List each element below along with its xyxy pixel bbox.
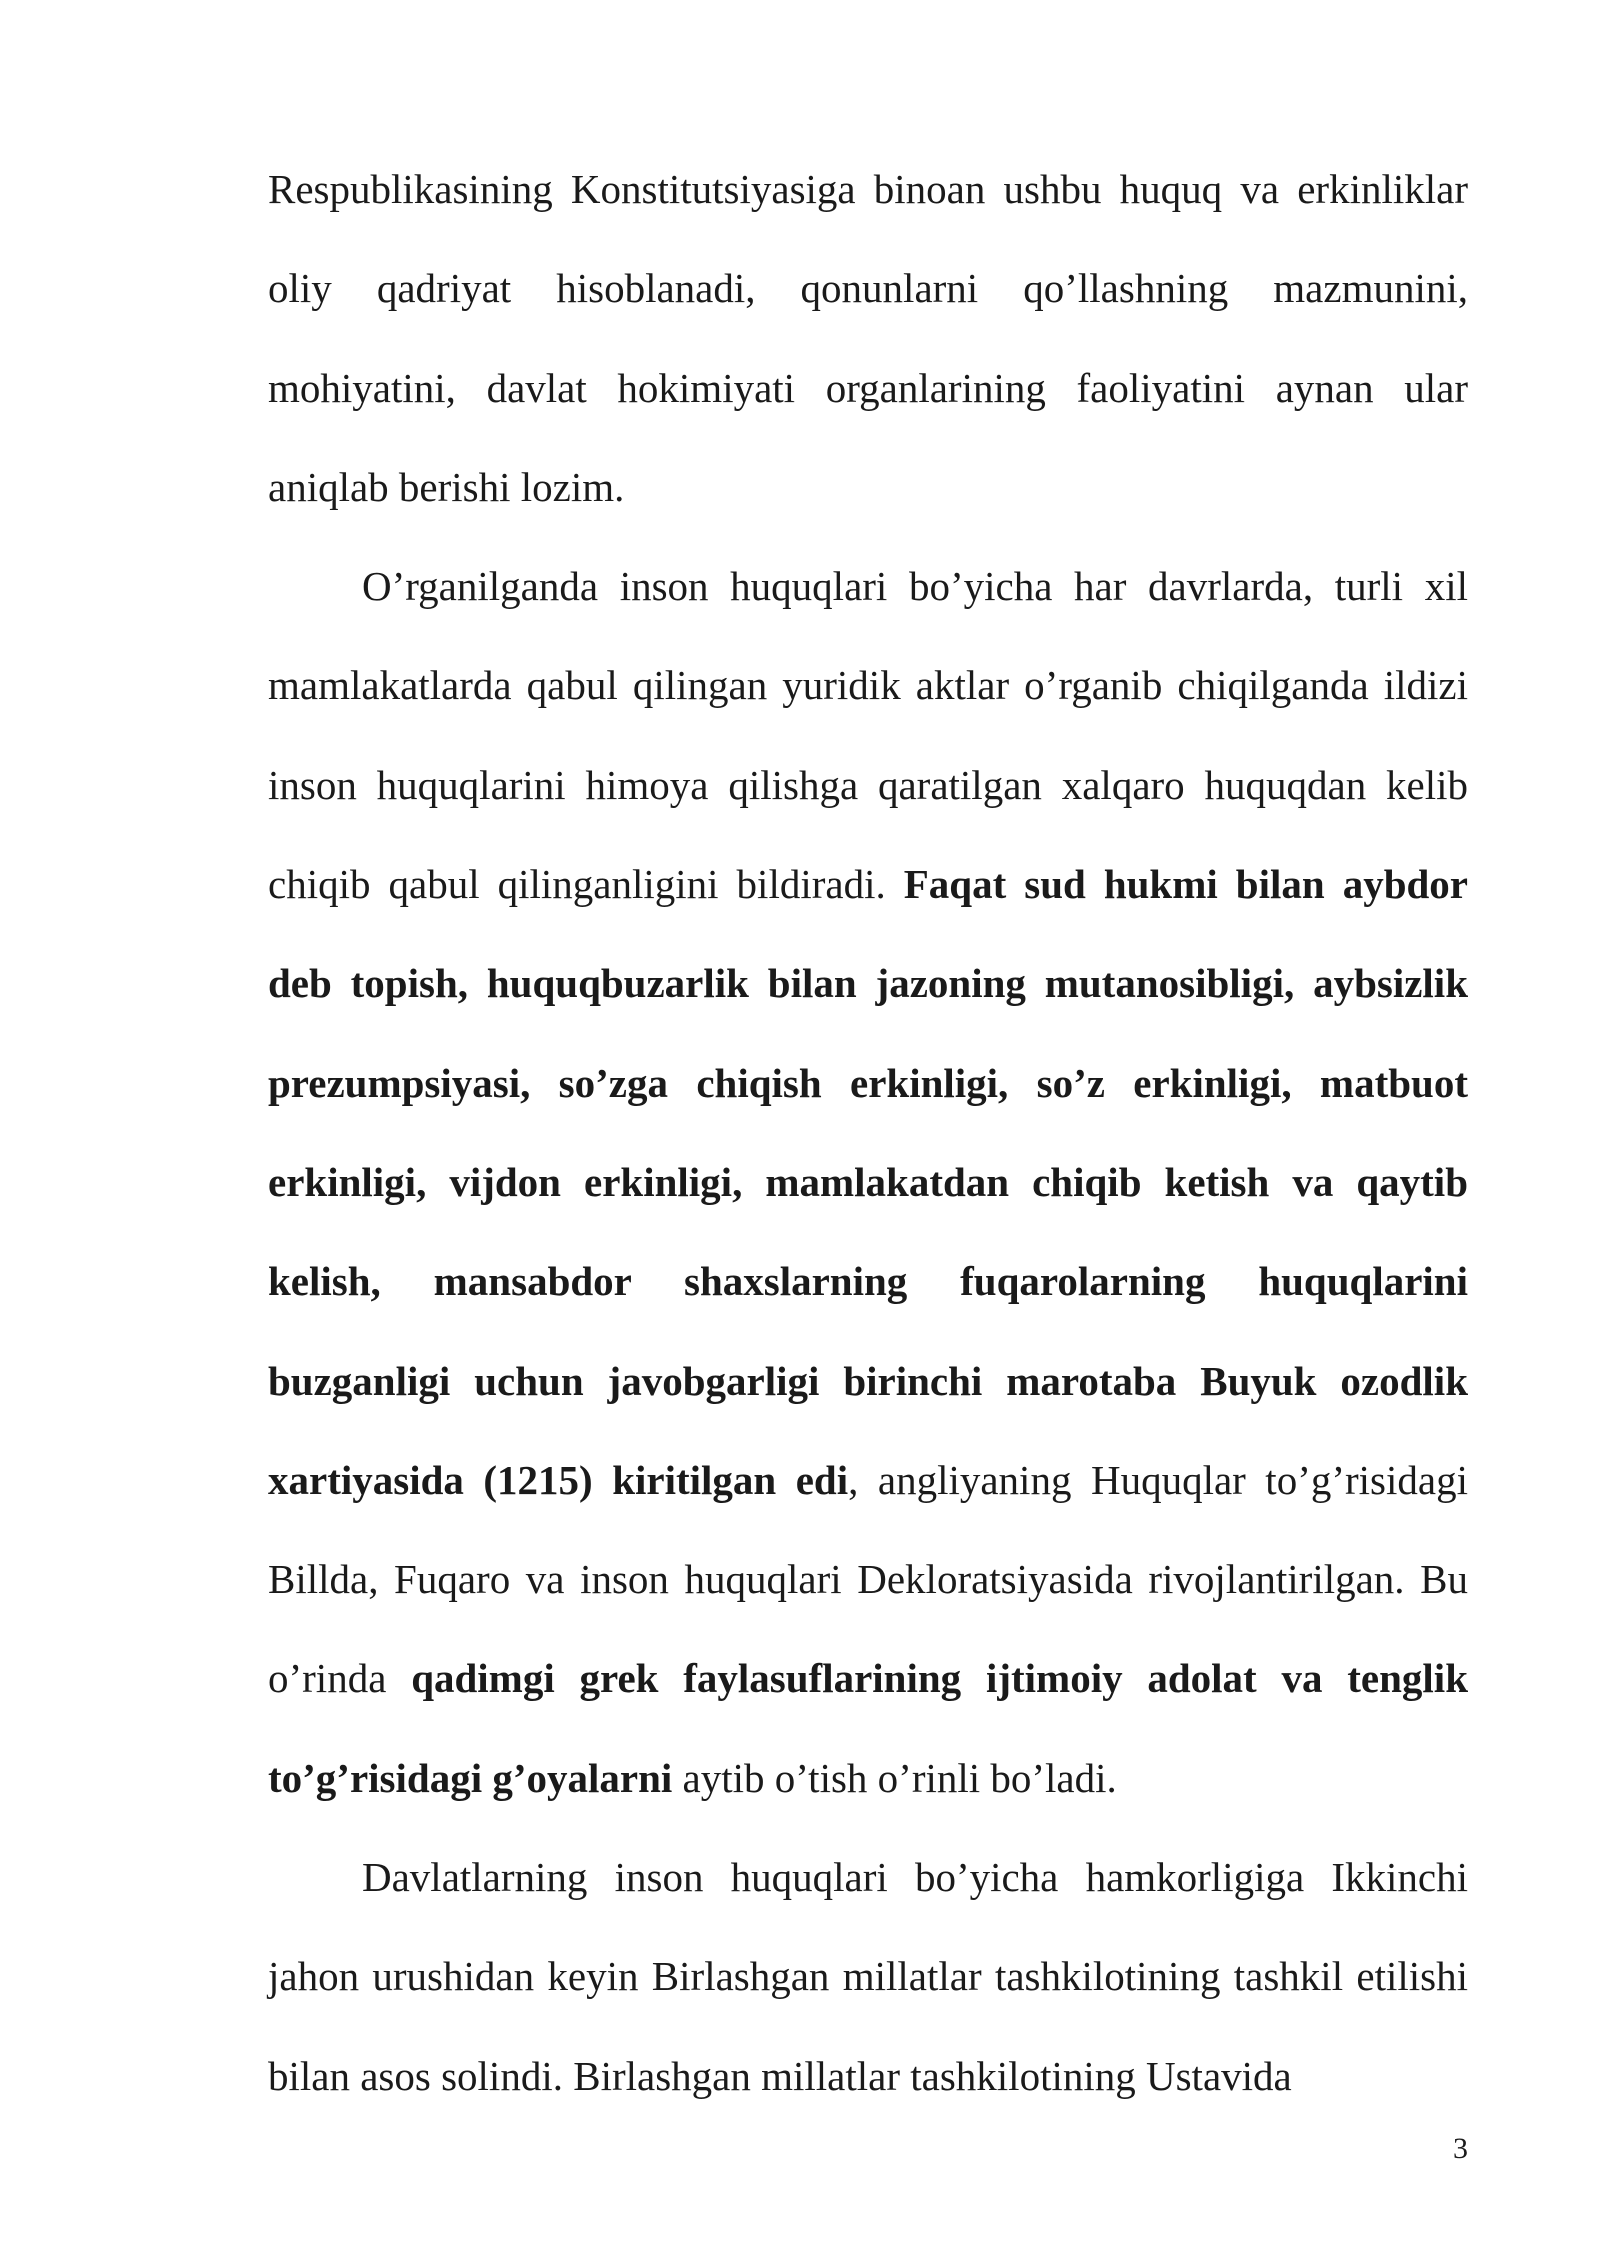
paragraph-2-text-1: O’rganilganda inson huquqlari bo’yicha har davrlarda, turli xil mamlakatlarda qabul qilingan yuridik aktlar o’rganib chiqilganda ildizi inson huquqlarini himoya qilishga qaratilgan xalqaro huquqdan kelib chiqib qabul qilinganligini bildiradi. bbox=[268, 563, 1468, 908]
paragraph-2 bbox=[268, 537, 1468, 1828]
paragraph-2-bold-1: Faqat sud hukmi bilan aybdor deb topish, huquqbuzarlik bilan jazoning mutanosibligi, aybsizlik prezumpsiyasi, so’zga chiqish erkinligi, so’z erkinligi, matbuot erkinligi, vijdon erkinligi, mamlakatdan chiqib ketish va qaytib kelish, mansabdor shaxslarning fuqarolarning huquqlarini buzganligi uchun javobgarligi birinchi marotaba Buyuk ozodlik xartiyasida (1215) kiritilgan edi bbox=[268, 861, 1468, 1503]
document-body bbox=[268, 140, 1468, 2126]
paragraph-2-text-3: aytib o’tish o’rinli bo’ladi. bbox=[672, 1754, 1117, 1801]
paragraph-3-text: Davlatlarning inson huquqlari bo’yicha hamkorligiga Ikkinchi jahon urushidan keyin Birlashgan millatlar tashkilotining tashkil etilishi bilan asos solindi. Birlashgan millatlar tashkilotining Ustavida bbox=[268, 1854, 1468, 2099]
page-number: 3 bbox=[1453, 2132, 1468, 2165]
paragraph-1-text: Respublikasining Konstitutsiyasiga binoan ushbu huquq va erkinliklar oliy qadriyat hisoblanadi, qonunlarni qo’llashning mazmunini, mohiyatini, davlat hokimiyati organlarining faoliyatini aynan ular aniqlab berishi lozim. bbox=[268, 166, 1468, 510]
paragraph-1 bbox=[268, 140, 1468, 537]
paragraph-2-text-2: , angliyaning Huquqlar to’g’risidagi Billda, Fuqaro va inson huquqlari Dekloratsiyasida rivojlantirilgan. Bu o’rinda bbox=[268, 1456, 1468, 1702]
paragraph-2-bold-2: qadimgi grek faylasuflarining ijtimoiy adolat va tenglik to’g’risidagi g’oyalarni bbox=[268, 1655, 1468, 1801]
paragraph-3 bbox=[268, 1828, 1468, 2126]
